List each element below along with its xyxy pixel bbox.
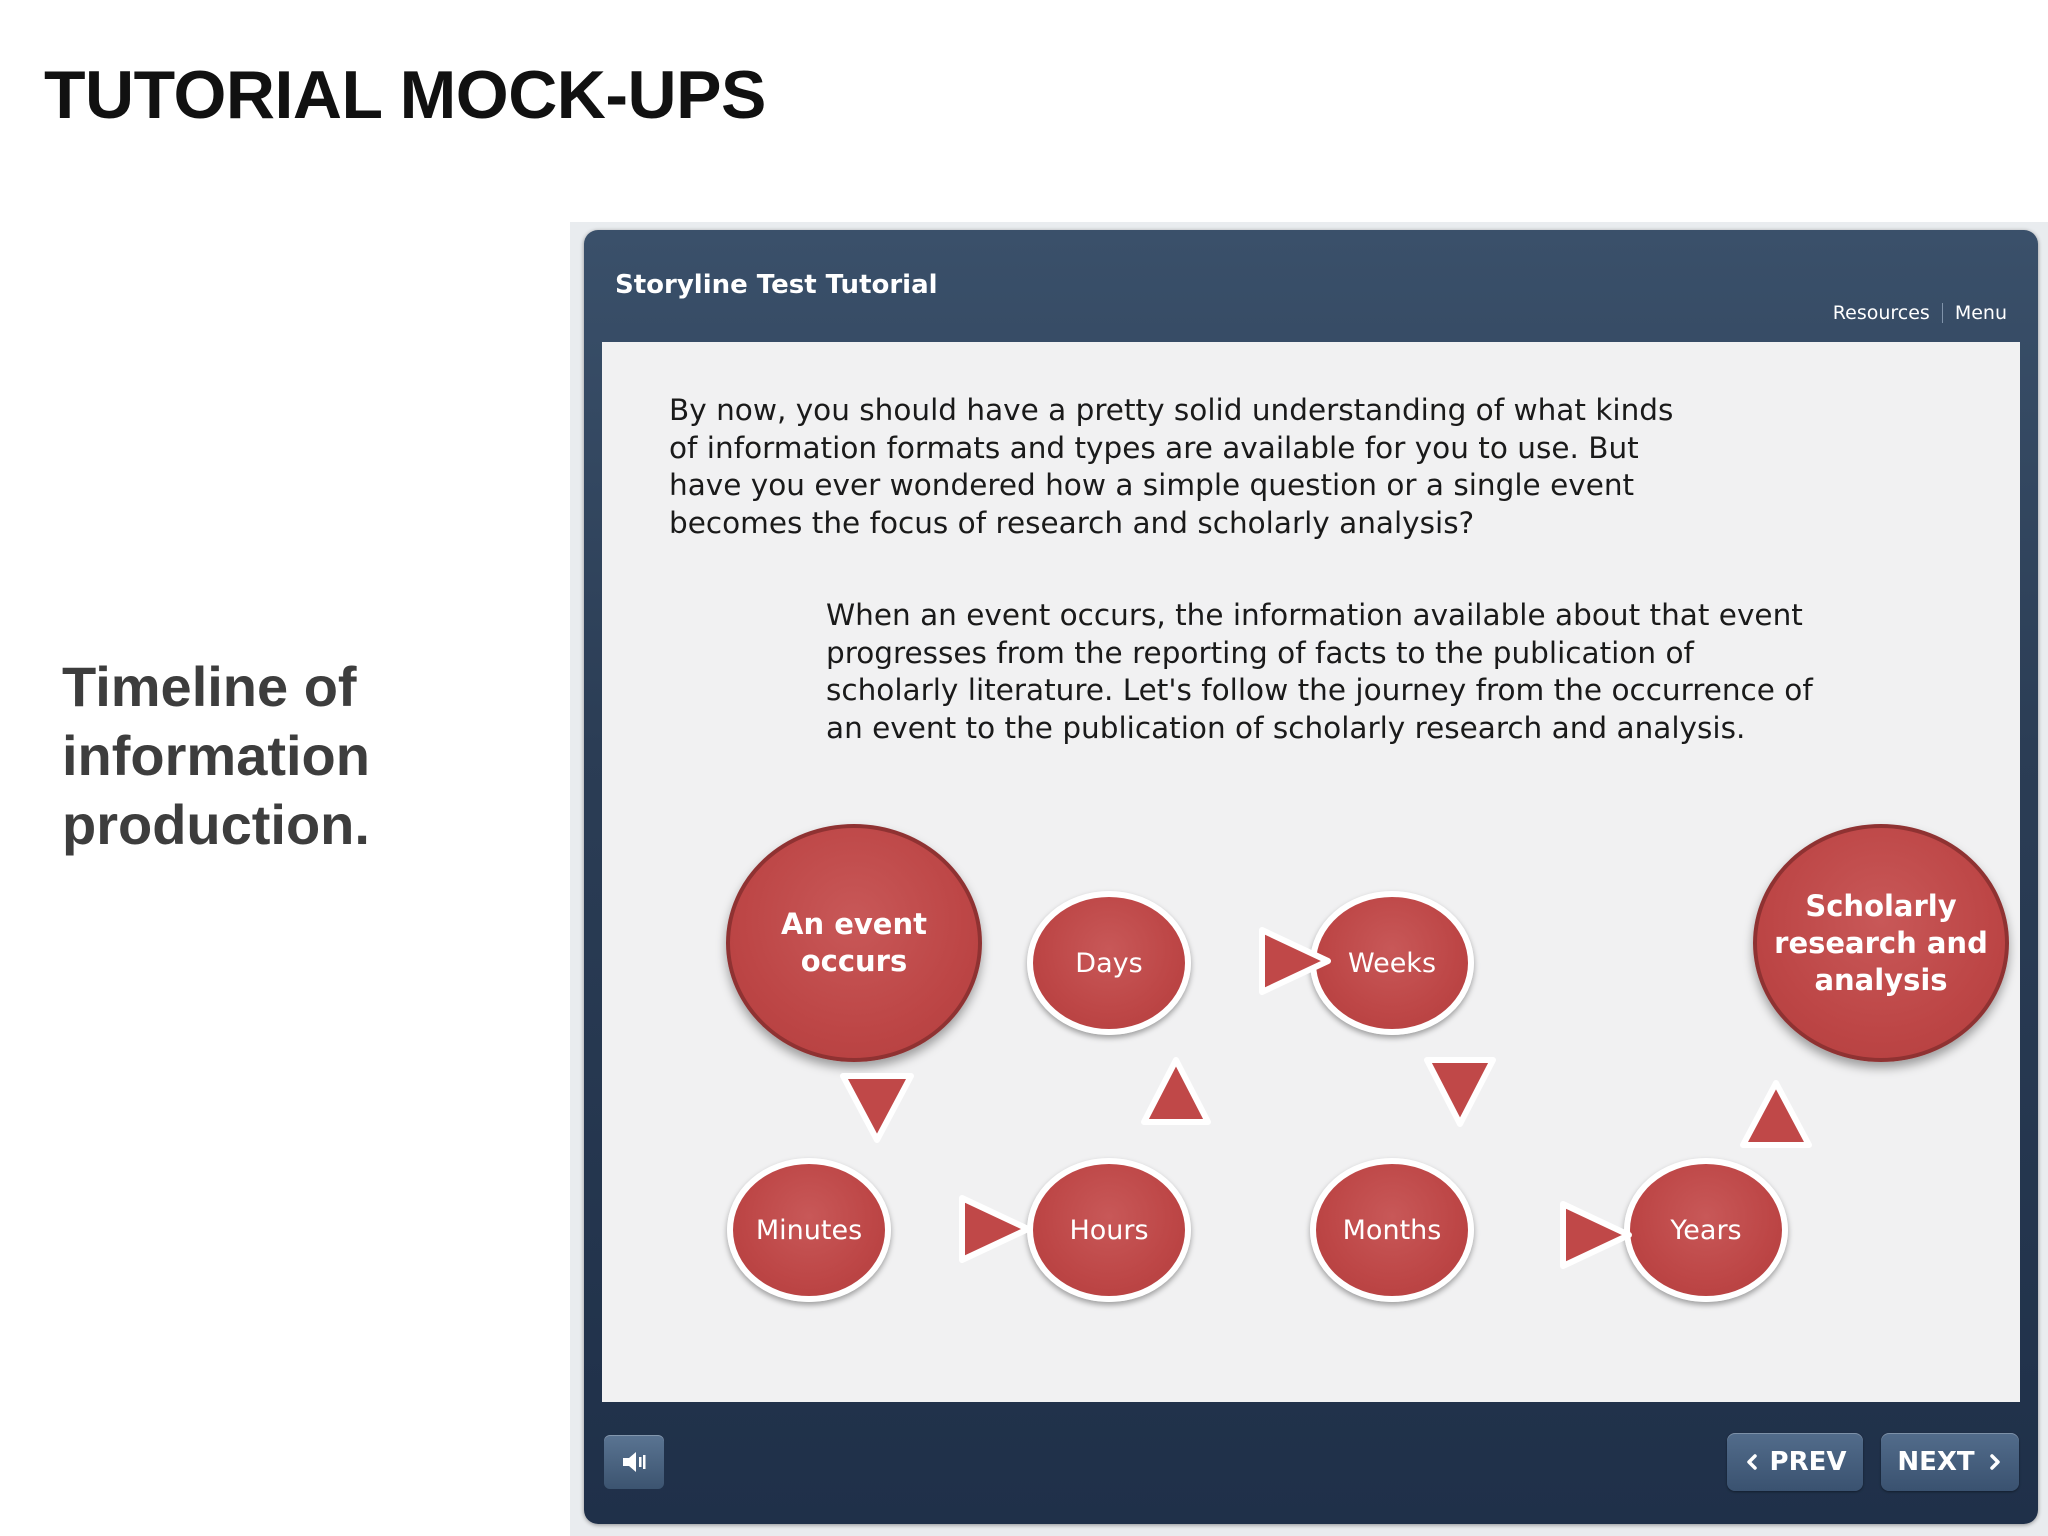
caption-line: production. [62,793,370,856]
arrow-right-icon [958,1194,1032,1264]
caption-line: information [62,724,370,787]
node-scholarly-research[interactable] [1753,824,2009,1062]
player-title: Storyline Test Tutorial [615,270,938,300]
side-caption [62,652,482,859]
prev-label: PREV [1769,1447,1847,1477]
arrow-up-icon [1140,1056,1212,1126]
detail-line: When an event occurs, the information available about that event [826,598,1803,632]
node-label: An event [781,907,927,941]
intro-line: have you ever wondered how a simple question or a single event [669,468,1635,502]
chevron-left-icon [1744,1453,1760,1471]
node-label: analysis [1814,962,1948,997]
detail-line: scholarly literature. Let's follow the journey from the occurrence of [826,673,1813,707]
slide-title: TUTORIAL MOCK-UPS [44,57,766,133]
node-months[interactable]: Months [1310,1158,1474,1302]
detail-line: an event to the publication of scholarly research and analysis. [826,710,1746,745]
tutorial-player [584,230,2038,1524]
audio-button[interactable] [604,1435,664,1489]
link-divider [1942,303,1943,323]
intro-line: becomes the focus of research and scholarly analysis? [669,505,1475,540]
node-label: Scholarly [1805,888,1957,923]
node-label: occurs [800,944,908,978]
top-links [1833,302,2007,324]
prev-button[interactable] [1727,1433,1863,1491]
slide-stage [602,342,2020,1402]
node-days[interactable]: Days [1027,891,1191,1035]
intro-line: of information formats and types are available for you to use. But [669,430,1639,465]
arrow-down-icon [839,1072,915,1144]
node-hours[interactable]: Hours [1027,1158,1191,1302]
arrow-up-icon [1739,1079,1813,1149]
resources-link[interactable]: Resources [1832,302,1930,324]
intro-text [669,392,1689,542]
detail-line: progresses from the reporting of facts to the publication of [826,635,1694,670]
arrow-right-icon [1559,1200,1633,1270]
node-event-occurs[interactable] [726,824,982,1062]
menu-link[interactable]: Menu [1954,302,2007,324]
arrow-down-icon [1423,1056,1497,1128]
intro-line: By now, you should have a pretty solid understanding of what kinds [669,393,1674,427]
detail-text [826,597,1836,747]
node-years[interactable]: Years [1624,1158,1788,1302]
arrow-right-icon [1258,926,1332,996]
next-label: NEXT [1897,1447,1975,1477]
caption-line: Timeline of [62,655,357,718]
chevron-right-icon [1987,1453,2003,1471]
next-button[interactable] [1881,1433,2019,1491]
node-minutes[interactable]: Minutes [727,1158,891,1302]
node-weeks[interactable]: Weeks [1310,891,1474,1035]
speaker-icon [619,1447,649,1477]
node-label: research and [1774,925,1988,960]
